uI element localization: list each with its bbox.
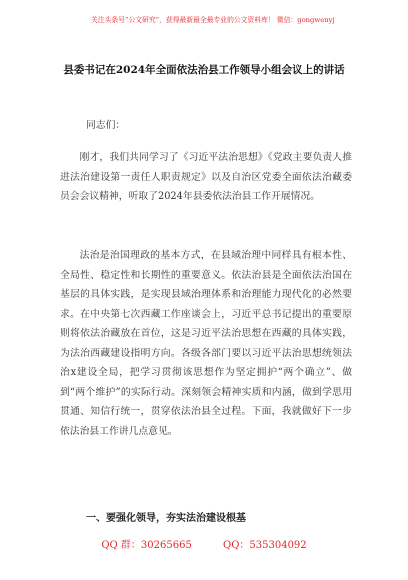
top-banner: 关注头条号“公文研究”，获得最新最全最专业的公文资料库！ 微信：gongwenyj xyxy=(91,16,335,24)
page-title: 县委书记在2024年全面依法治县工作领导小组会议上的讲话 xyxy=(63,64,345,76)
paragraph-2: 法治是治国理政的基本方式，在县域治理中同样具有根本性、全局性、稳定性和长期性的重要意义。依法治县是全面依法治国在基层的具体实践，是实现县域治理体系和治理能力现代化的必然要求。在中央第七次西藏工作座谈会上，习近平总书记提出的重要原则将依法治藏放在首位，这是习近平法治思想在西藏的具体实践，为法治西藏建设指明方向。各级各部门要以习近平法治思想统领法治x建设全局，把学习贯彻该思想作为坚定拥护“两个确立”、做到“两个维护”的实际行动。深刻领会精神实质和内涵，做到学思用贯通、知信行统一，贯穿依法治县全过程。下面，我就做好下一步依法治县工作讲几点意见。 xyxy=(60,250,352,437)
section-heading: 一、要强化领导，夯实法治建设根基 xyxy=(86,513,246,524)
footer-qq-group: QQ 群：30265665 xyxy=(101,540,192,551)
paragraph-1: 刚才，我们共同学习了《习近平法治思想》《党政主要负责人推进法治建设第一责任人职责规定》以及自治区党委全面依法治藏委员会会议精神，听取了2024年县委依法治县工作开展情况。 xyxy=(60,152,352,202)
salutation: 同志们： xyxy=(86,120,126,131)
footer-contact xyxy=(0,536,408,551)
footer-qq: QQ：535304092 xyxy=(223,540,307,551)
